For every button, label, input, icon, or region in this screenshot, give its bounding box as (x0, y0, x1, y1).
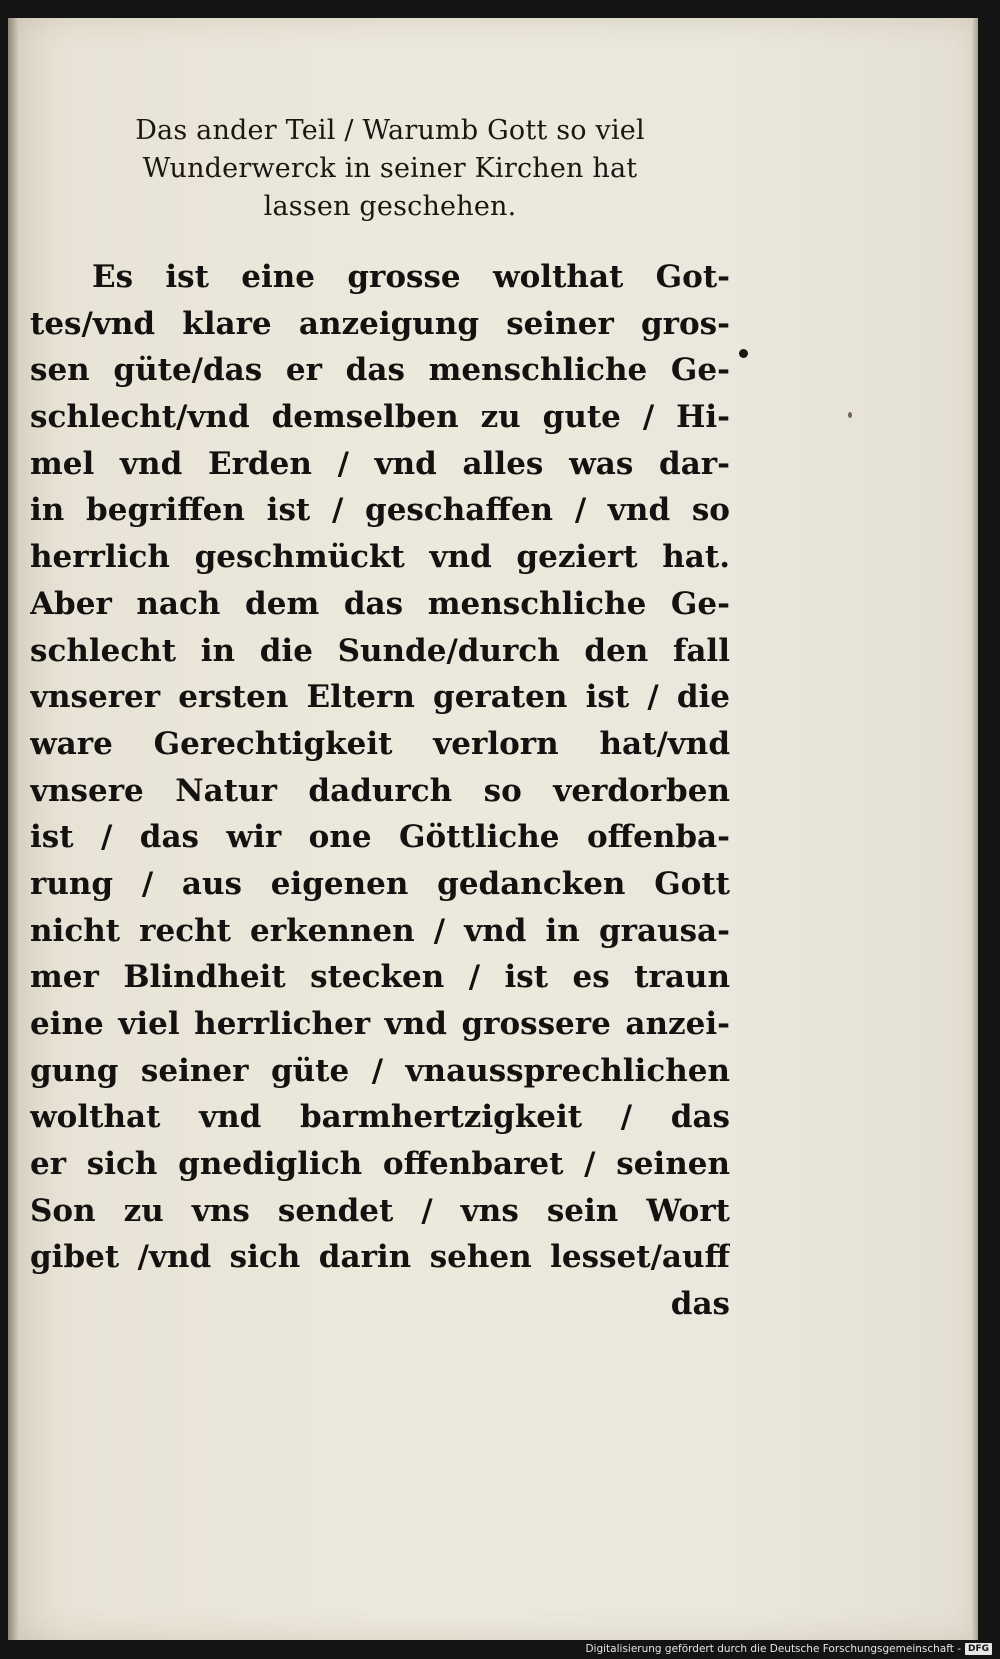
heading-line-1: Das ander Teil / Warumb Gott so viel (135, 115, 645, 146)
text-line-6: in begriffen ist / geschaffen / vnd so (30, 492, 730, 529)
text-line-12: vnsere Natur dadurch so verdorben (30, 772, 730, 809)
text-line-10: vnserer ersten Eltern geraten ist / die (30, 679, 730, 716)
heading-line-3: lassen geschehen. (263, 191, 517, 222)
dfg-logo: DFG (965, 1643, 992, 1655)
text-line-1: Es ist eine grosse wolthat Got- (92, 259, 730, 295)
text-line-18: gung seiner güte / vnaussprechlichen (30, 1052, 730, 1089)
text-line-14: rung / aus eigenen gedancken Gott (30, 865, 730, 902)
text-line-3: sen güte/das er das menschliche Ge- (30, 352, 730, 389)
ink-mark (739, 349, 748, 358)
digitization-credit (585, 1641, 992, 1657)
text-line-4: schlecht/vnd demselben zu gute / Hi- (30, 399, 730, 436)
text-line-7: herrlich geschmückt vnd geziert hat. (30, 539, 730, 576)
text-line-20: er sich gnediglich offenbaret / seinen (30, 1146, 730, 1183)
page-right-edge (972, 18, 978, 1640)
text-line-15: nicht recht erkennen / vnd in grausa- (30, 912, 730, 949)
text-line-13: ist / das wir one Göttliche offenba- (30, 819, 730, 856)
text-line-16: mer Blindheit stecken / ist es traun (30, 959, 730, 996)
text-line-11: ware Gerechtigkeit verlorn hat/vnd (30, 725, 730, 762)
text-line-2: tes/vnd klare anzeigung seiner gros- (30, 305, 730, 342)
text-line-21: Son zu vns sendet / vns sein Wort (30, 1192, 730, 1229)
text-line-19: wolthat vnd barmhertzigkeit / das (30, 1099, 730, 1136)
section-heading (40, 112, 740, 226)
body-text (30, 254, 730, 1328)
ink-speck (848, 412, 852, 418)
credit-text: Digitalisierung gefördert durch die Deutsche Forschungsgemeinschaft - (585, 1643, 961, 1655)
page-left-edge (8, 18, 18, 1640)
heading-line-2: Wunderwerck in seiner Kirchen hat (142, 153, 638, 184)
text-line-5: mel vnd Erden / vnd alles was dar- (30, 445, 730, 482)
text-line-8: Aber nach dem das menschliche Ge- (30, 585, 730, 622)
text-line-22: gibet /vnd sich darin sehen lesset/auff (30, 1239, 730, 1276)
text-line-17: eine viel herrlicher vnd grossere anzei- (30, 1006, 730, 1042)
text-line-9: schlecht in die Sunde/durch den fall (30, 632, 730, 669)
catchword: das (670, 1286, 730, 1323)
